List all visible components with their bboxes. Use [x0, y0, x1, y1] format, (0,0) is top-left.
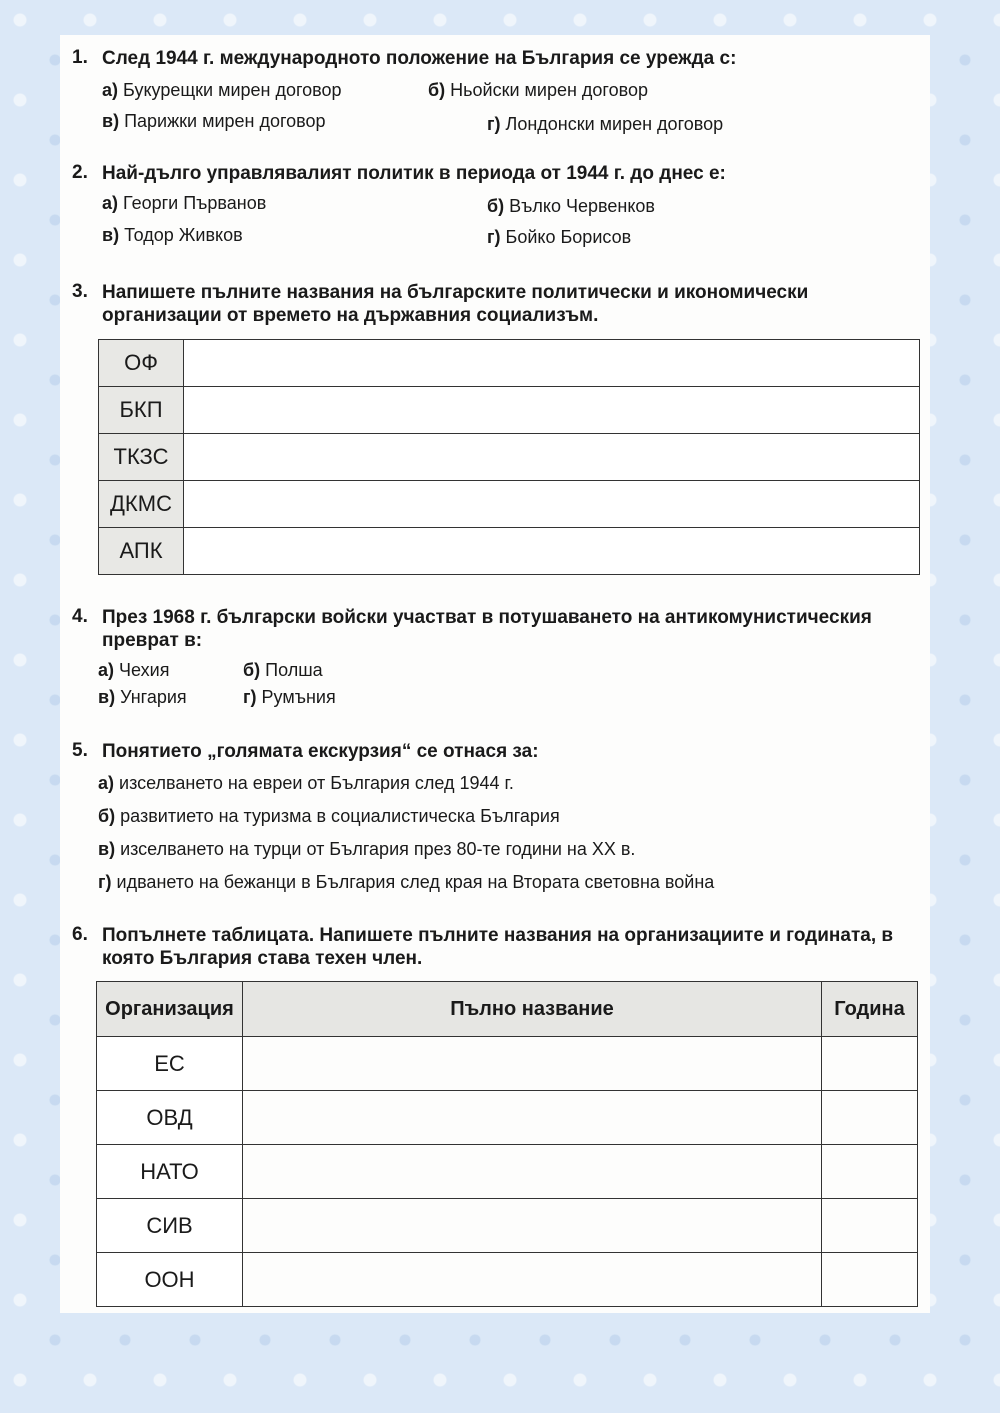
year-cell[interactable] — [822, 1199, 918, 1253]
year-cell[interactable] — [822, 1145, 918, 1199]
option-b[interactable]: б) Ньойски мирен договор — [428, 80, 648, 100]
table-row — [97, 1091, 918, 1145]
question-number: 5. — [72, 740, 88, 761]
table-row — [97, 1253, 918, 1307]
year-cell[interactable] — [822, 1091, 918, 1145]
organization-cell: СИВ — [97, 1199, 243, 1253]
table-row — [97, 1037, 918, 1091]
question-number: 3. — [72, 281, 88, 302]
table-row — [99, 481, 920, 528]
table-row — [97, 1145, 918, 1199]
table-row — [99, 528, 920, 575]
table-row — [99, 340, 920, 387]
option-b[interactable]: б) Вълко Червенков — [487, 196, 655, 216]
option-c[interactable]: в) Парижки мирен договор — [102, 111, 326, 131]
table-row — [99, 387, 920, 434]
table-header-row — [97, 982, 918, 1037]
worksheet-page — [60, 35, 930, 1313]
organizations-table — [96, 981, 918, 1307]
option-c[interactable]: в) Тодор Живков — [102, 225, 243, 245]
column-header: Организация — [97, 982, 243, 1037]
abbreviation-cell: БКП — [99, 387, 184, 434]
year-cell[interactable] — [822, 1253, 918, 1307]
full-name-cell[interactable] — [243, 1145, 822, 1199]
option-a[interactable]: а) Чехия — [98, 660, 170, 680]
full-name-cell[interactable] — [243, 1091, 822, 1145]
question-text: Напишете пълните названия на българските политически и икономически организации от времето на държавния социализъм. — [102, 282, 809, 326]
option-b[interactable]: б) Полша — [243, 660, 323, 680]
year-cell[interactable] — [822, 1037, 918, 1091]
option-b[interactable]: б) развитието на туризма в социалистическа България — [98, 806, 560, 826]
organization-cell: НАТО — [97, 1145, 243, 1199]
option-a[interactable]: а) изселването на евреи от България след 1944 г. — [98, 773, 514, 793]
organization-cell: ОВД — [97, 1091, 243, 1145]
question-text: През 1968 г. български войски участват в потушаването на антикомунистическия преврат в: — [102, 607, 872, 651]
question-number: 4. — [72, 606, 88, 627]
option-a[interactable]: а) Букурещки мирен договор — [102, 80, 342, 100]
question-number: 1. — [72, 47, 88, 68]
column-header: Година — [822, 982, 918, 1037]
abbreviations-table — [98, 339, 920, 575]
abbreviation-cell: ОФ — [99, 340, 184, 387]
question-text: Най-дълго управлявалият политик в периода от 1944 г. до днес е: — [102, 163, 726, 184]
organization-cell: ООН — [97, 1253, 243, 1307]
option-d[interactable]: г) идването на бежанци в България след края на Втората световна война — [98, 872, 715, 892]
abbreviation-cell: АПК — [99, 528, 184, 575]
answer-cell[interactable] — [184, 528, 920, 575]
question-number: 6. — [72, 924, 88, 945]
organization-cell: ЕС — [97, 1037, 243, 1091]
question-text: Попълнете таблицата. Напишете пълните названия на организациите и годината, в която България става техен член. — [102, 925, 894, 969]
option-d[interactable]: г) Бойко Борисов — [487, 227, 632, 247]
answer-cell[interactable] — [184, 434, 920, 481]
question-text: Понятието „голямата екскурзия“ се отнася за: — [102, 741, 539, 762]
answer-cell[interactable] — [184, 481, 920, 528]
abbreviation-cell: ТКЗС — [99, 434, 184, 481]
table-row — [99, 434, 920, 481]
option-d[interactable]: г) Румъния — [243, 687, 336, 707]
question-number: 2. — [72, 162, 88, 183]
full-name-cell[interactable] — [243, 1199, 822, 1253]
answer-cell[interactable] — [184, 387, 920, 434]
full-name-cell[interactable] — [243, 1037, 822, 1091]
full-name-cell[interactable] — [243, 1253, 822, 1307]
abbreviation-cell: ДКМС — [99, 481, 184, 528]
option-d[interactable]: г) Лондонски мирен договор — [487, 114, 724, 134]
option-a[interactable]: а) Георги Първанов — [102, 193, 267, 213]
question-text: След 1944 г. международното положение на България се урежда с: — [102, 48, 737, 69]
option-c[interactable]: в) Унгария — [98, 687, 187, 707]
table-row — [97, 1199, 918, 1253]
answer-cell[interactable] — [184, 340, 920, 387]
column-header: Пълно название — [243, 982, 822, 1037]
option-c[interactable]: в) изселването на турци от България през 80-те години на XX в. — [98, 839, 636, 859]
